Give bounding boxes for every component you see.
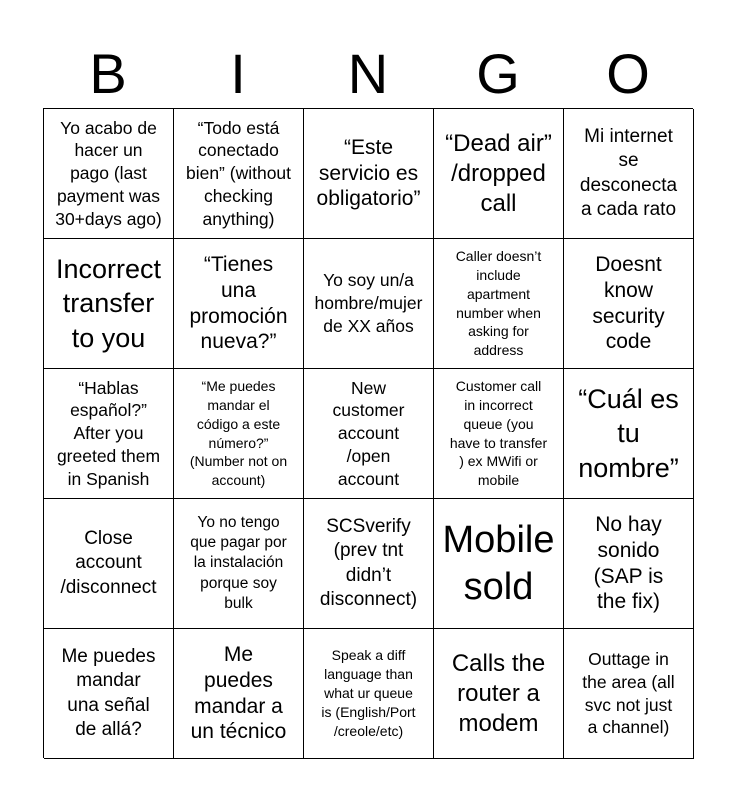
cell-text: Incorrect transfer to you <box>55 253 162 353</box>
bingo-cell-r3-c2[interactable] <box>174 369 304 499</box>
cell-text: Me puedes mandar una señal de allá? <box>61 645 156 740</box>
cell-text: “Dead air” /dropped call <box>445 129 552 217</box>
cell-text: Doesnt know security code <box>592 253 665 354</box>
bingo-cell-r4-c5[interactable] <box>564 499 694 629</box>
cell-text: Yo soy un/a hombre/mujer de XX años <box>314 270 423 336</box>
bingo-cell-r1-c1[interactable] <box>44 109 174 239</box>
bingo-cell-r2-c5[interactable] <box>564 239 694 369</box>
header-letter-i: I <box>230 42 246 105</box>
bingo-cell-r1-c2[interactable] <box>174 109 304 239</box>
bingo-cell-r2-c3[interactable] <box>304 239 434 369</box>
bingo-board <box>43 108 693 758</box>
cell-text: New customer account /open account <box>332 377 405 489</box>
cell-text: No hay sonido (SAP is the fix) <box>593 513 664 614</box>
cell-text: “Tienes una promoción nueva?” <box>189 253 288 354</box>
bingo-cell-r5-c5[interactable] <box>564 629 694 759</box>
bingo-cell-r5-c1[interactable] <box>44 629 174 759</box>
bingo-cell-r3-c5[interactable] <box>564 369 694 499</box>
bingo-cell-r1-c3[interactable] <box>304 109 434 239</box>
cell-text: Yo acabo de hacer un pago (last payment was 30+days ago) <box>55 117 162 229</box>
header-letter-g: G <box>476 42 520 105</box>
bingo-cell-r4-c3[interactable] <box>304 499 434 629</box>
bingo-cell-r2-c1[interactable] <box>44 239 174 369</box>
cell-text: Me puedes mandar a un técnico <box>190 643 287 744</box>
bingo-cell-r4-c4[interactable] <box>434 499 564 629</box>
cell-text: “Todo está conectado bien” (without checking anything) <box>185 117 292 229</box>
bingo-cell-r3-c3[interactable] <box>304 369 434 499</box>
bingo-cell-r4-c1[interactable] <box>44 499 174 629</box>
cell-text: Caller doesn’t include apartment number when asking for address <box>455 247 542 359</box>
cell-text: SCSverify (prev tnt didn’t disconnect) <box>319 515 418 610</box>
cell-text: Mobile sold <box>442 519 555 608</box>
cell-text: Mi internet se desconecta a cada rato <box>579 125 678 220</box>
header-letter-n: N <box>347 42 389 105</box>
cell-text: Customer call in incorrect queue (you have to transfer ) ex MWifi or mobile <box>449 377 548 489</box>
bingo-cell-r1-c5[interactable] <box>564 109 694 239</box>
header-letter-b: B <box>89 42 127 105</box>
cell-text: Close account /disconnect <box>60 528 157 598</box>
cell-text: “Hablas español?” After you greeted them in Spanish <box>56 377 161 489</box>
bingo-cell-r2-c2[interactable] <box>174 239 304 369</box>
bingo-cell-r3-c4[interactable] <box>434 369 564 499</box>
cell-text: Outtage in the area (all svc not just a channel) <box>582 649 675 738</box>
header-letter-o: O <box>606 42 650 105</box>
bingo-cell-r1-c4[interactable] <box>434 109 564 239</box>
cell-text: Calls the router a modem <box>451 649 546 737</box>
bingo-cell-r5-c4[interactable] <box>434 629 564 759</box>
cell-text: “Cuál es tu nombre” <box>578 383 679 483</box>
bingo-header <box>43 40 693 108</box>
bingo-cell-r5-c2[interactable] <box>174 629 304 759</box>
bingo-cell-r5-c3[interactable] <box>304 629 434 759</box>
cell-text: Yo no tengo que pagar por la instalación porque soy bulk <box>190 514 287 612</box>
cell-text: “Este servicio es obligatorio” <box>316 136 421 211</box>
cell-text: “Me puedes mandar el código a este número?” (Number not on account) <box>189 377 288 489</box>
cell-text: Speak a diff language than what ur queue is (English/Port /creole/etc) <box>321 647 416 739</box>
bingo-cell-r3-c1[interactable] <box>44 369 174 499</box>
bingo-cell-r2-c4[interactable] <box>434 239 564 369</box>
bingo-cell-r4-c2[interactable] <box>174 499 304 629</box>
